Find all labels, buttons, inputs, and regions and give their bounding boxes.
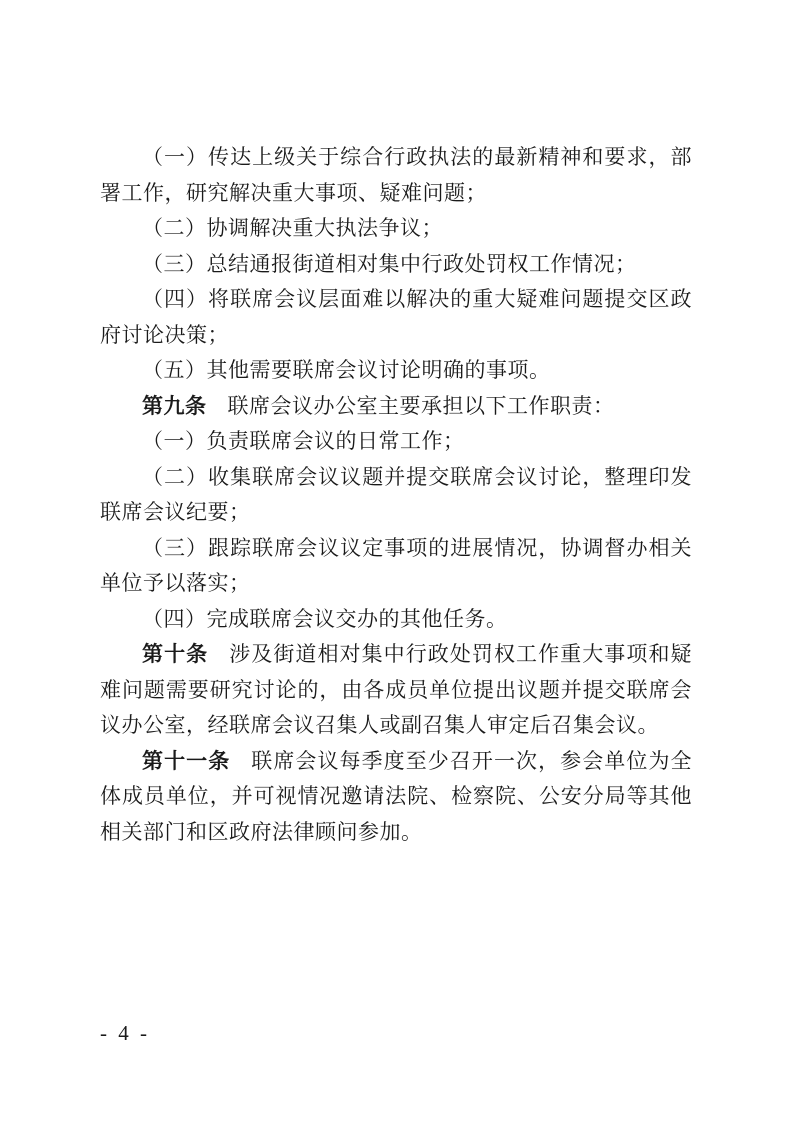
paragraph-text: （四）完成联席会议交办的其他任务。 [142, 606, 508, 631]
paragraph-5 [100, 353, 692, 389]
article-9 [100, 389, 692, 425]
article-label: 第十一条 [142, 748, 231, 773]
paragraph-1 [100, 140, 692, 211]
paragraph-9 [100, 531, 692, 602]
paragraph-4 [100, 282, 692, 353]
article-11 [100, 744, 692, 851]
paragraph-text: （三）跟踪联席会议议定事项的进展情况，协调督办相关单位予以落实； [100, 535, 692, 595]
paragraph-3 [100, 247, 692, 283]
paragraph-text: 涉及街道相对集中行政处罚权工作重大事项和疑难问题需要研究讨论的，由各成员单位提出议题并提交联席会议办公室，经联席会议召集人或副召集人审定后召集会议。 [100, 642, 693, 737]
paragraph-10 [100, 602, 692, 638]
paragraph-text: （三）总结通报街道相对集中行政处罚权工作情况； [142, 251, 637, 276]
paragraph-8 [100, 460, 692, 531]
paragraph-2 [100, 211, 692, 247]
article-label: 第十条 [142, 642, 209, 666]
paragraph-text: 联席会议每季度至少召开一次，参会单位为全体成员单位，并可视情况邀请法院、检察院、公安分局等其他相关部门和区政府法律顾问参加。 [100, 748, 693, 844]
paragraph-text: （四）将联席会议层面难以解决的重大疑难问题提交区政府讨论决策； [100, 287, 692, 347]
paragraph-text: （二）协调解决重大执法争议； [142, 216, 443, 240]
paragraph-text: （二）收集联席会议议题并提交联席会议讨论，整理印发联席会议纪要； [100, 464, 692, 524]
document-body [100, 140, 692, 850]
paragraph-text: 联席会议办公室主要承担以下工作职责： [227, 393, 615, 418]
article-label: 第九条 [142, 393, 207, 418]
article-10 [100, 637, 692, 744]
paragraph-7 [100, 424, 692, 460]
paragraph-text: （一）负责联席会议的日常工作； [142, 429, 465, 453]
paragraph-text: （一）传达上级关于综合行政执法的最新精神和要求，部署工作，研究解决重大事项、疑难问题； [100, 145, 692, 205]
page-number: - 4 - [100, 1021, 150, 1045]
paragraph-text: （五）其他需要联席会议讨论明确的事项。 [142, 358, 551, 382]
